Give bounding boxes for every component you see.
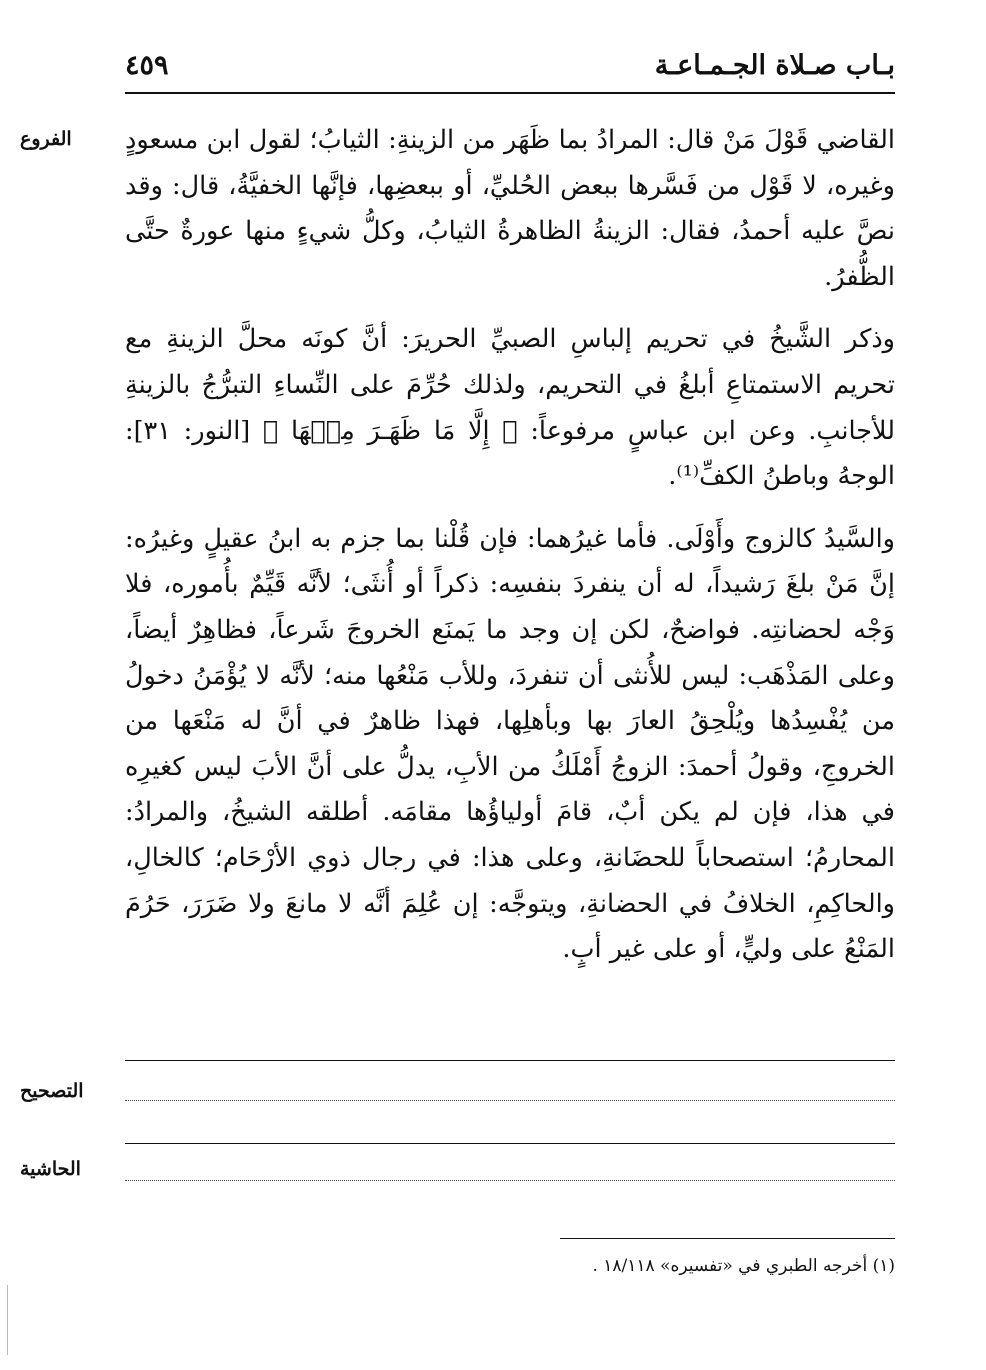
side-label-furu: الفروع: [20, 128, 72, 150]
main-text: [125, 118, 895, 973]
hashiya-top-rule: [125, 1143, 895, 1144]
hashiya-dotted-line: [125, 1180, 895, 1181]
footnote: (١) أخرجه الطبري في «تفسيره» ١٨/١١٨ .: [592, 1256, 895, 1276]
side-label-tashih: التصحيح: [20, 1080, 84, 1102]
paragraph: والسَّيدُ كالزوج وأَوْلَى. فأما غيرُهما: فإن قُلْنا بما جزم به ابنُ عقيلٍ وغيرُه: إنَّ مَنْ بلغَ رَشيداً، له أن ينفردَ بنفسِه: ذكراً أو أُنثَى؛ لأنَّه قَيِّمٌ بأُموره، فلا وَجْه لحضانتِه. فواضحٌ، لكن إن وجد ما يَمنَع الخروجَ شَرعاً، فظاهِرٌ أيضاً، وعلى المَذْهَب: ليس للأُنثى أن تنفردَ، وللأب مَنْعُها منه؛ لأنَّه لا يُؤْمَنُ دخولُ من يُفْسِدُها ويُلْحِقُ العارَ بها وبأهلِها، فهذا ظاهرٌ في أنَّ له مَنْعَها من الخروجِ، وقولُ أحمدَ: الزوجُ أَمْلَكُ من الأبِ، يدلُّ على أنَّ الأبَ ليس كغيرِه في هذا، فإن لم يكن أبٌ، قامَ أولياؤُها مقامَه. أطلقه الشيخُ، والمرادُ: المحارمُ؛ استصحاباً للحضَانةِ، وعلى هذا: في رجال ذوي الأرْحَام؛ كالخالِ، والحاكِمِ، الخلافُ في الحضانةِ، ويتوجَّه: إن عُلِمَ أنَّه لا مانعَ ولا ضَرَرَ، حَرُمَ المَنْعُ على وليٍّ، أو على غير أبٍ.: [125, 523, 895, 965]
footnote-rule: [560, 1238, 895, 1239]
paragraph: وذكر الشَّيخُ في تحريم إلباسِ الصبيِّ الحريرَ: أنَّ كونَه محلَّ الزينةِ مع تحريم الاستمتاعِ أبلغُ في التحريم، ولذلك حُرِّمَ على النِّساءِ التبرُّجُ بالزينةِ للأجانبِ. وعن ابن عباسٍ مرفوعاً: ﴿ إِلَّا مَا ظَهَـرَ مِنۡهَا ﴾ [النور: ٣١]: الوجهُ وباطنُ الكفِّ⁽¹⁾.: [125, 324, 895, 492]
chapter-title: بـاب صـلاة الجـمـاعـة: [654, 50, 895, 81]
side-label-hashiya: الحاشية: [20, 1158, 81, 1180]
running-header: [125, 48, 895, 88]
page-number: ٤٥٩: [125, 50, 169, 81]
tashih-top-rule: [125, 1060, 895, 1061]
scan-margin-line: [7, 1285, 8, 1355]
paragraph: القاضي قَوْلَ مَنْ قال: المرادُ بما ظَهَر من الزينةِ: الثيابُ؛ لقول ابن مسعودٍ وغيره، لا قَوْل من فَسَّرها ببعض الحُليِّ، أو ببعضِها، فإنَّها الخفيَّةُ، قال: وقد نصَّ عليه أحمدُ، فقال: الزينةُ الظاهرةُ الثيابُ، وكلُّ شيءٍ منها عورةٌ حتَّى الظُّفرُ.: [125, 125, 895, 292]
tashih-dotted-line: [125, 1100, 895, 1101]
header-rule: [125, 92, 895, 94]
